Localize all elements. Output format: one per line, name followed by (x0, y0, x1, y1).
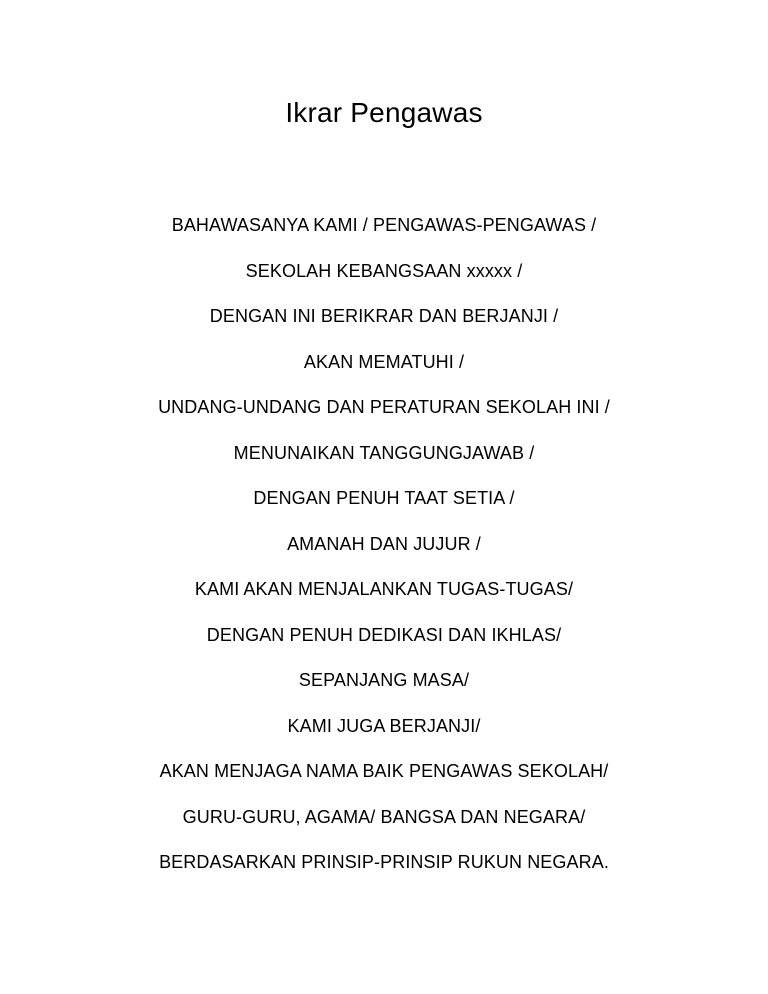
pledge-line-10: DENGAN PENUH DEDIKASI DAN IKHLAS/ (206, 624, 562, 645)
document-title: Ikrar Pengawas (285, 97, 483, 128)
pledge-line-15: BERDASARKAN PRINSIP-PRINSIP RUKUN NEGARA. (159, 852, 609, 872)
pledge-line-4: AKAN MEMATUHI / (303, 351, 465, 372)
pledge-text (0, 203, 768, 886)
pledge-line-8: AMANAH DAN JUJUR / (287, 533, 481, 554)
pledge-line-13: AKAN MENJAGA NAMA BAIK PENGAWAS SEKOLAH/ (159, 761, 609, 781)
pledge-line-2: SEKOLAH KEBANGSAAN xxxxx / (245, 260, 523, 281)
pledge-line-11: SEPANJANG MASA/ (298, 670, 470, 690)
pledge-line-6: MENUNAIKAN TANGGUNGJAWAB / (233, 442, 535, 463)
pledge-line-14: GURU-GURU, AGAMA/ BANGSA DAN NEGARA/ (182, 806, 586, 827)
pledge-line-7: DENGAN PENUH TAAT SETIA / (253, 488, 515, 508)
pledge-line-3: DENGAN INI BERIKRAR DAN BERJANJI / (209, 306, 559, 326)
pledge-line-5: UNDANG-UNDANG DAN PERATURAN SEKOLAH INI / (158, 397, 610, 417)
pledge-line-12: KAMI JUGA BERJANJI/ (287, 715, 481, 736)
pledge-line-9: KAMI AKAN MENJALANKAN TUGAS-TUGAS/ (194, 579, 574, 599)
pledge-line-1: BAHAWASANYA KAMI / PENGAWAS-PENGAWAS / (171, 215, 597, 235)
